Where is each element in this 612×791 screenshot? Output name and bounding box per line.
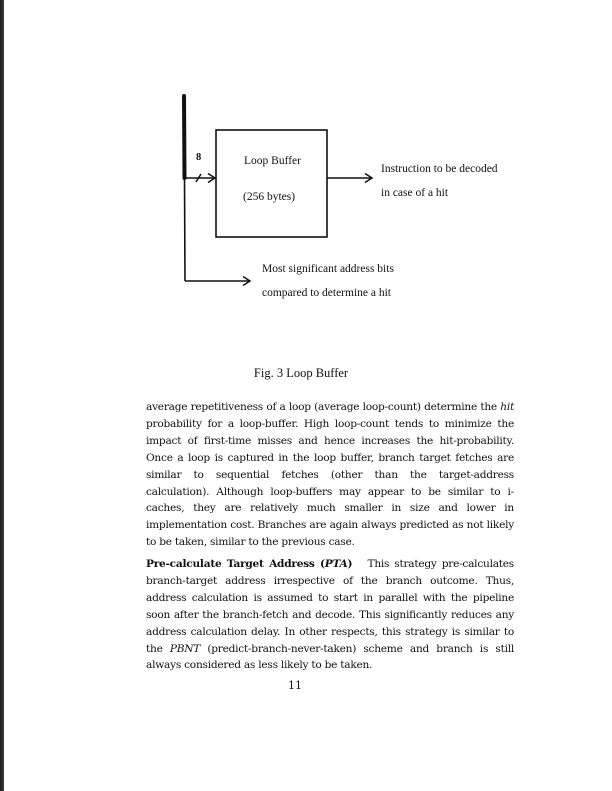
output-label-line2: in case of a hit — [381, 187, 449, 199]
paragraph-loop-buffer — [146, 399, 514, 551]
figure-caption-text: Fig. 3 Loop Buffer — [253, 366, 349, 380]
paragraph2-text-b: (predict-branch-never-taken) scheme and branch is still always considered as less likely to be taken. — [146, 642, 514, 672]
loop-buffer-figure — [0, 0, 612, 340]
paragraph1-hit-term: hit — [500, 401, 514, 413]
paragraph1-text-a: average repetitiveness of a loop (average loop-count) determine the — [146, 401, 501, 413]
pta-heading-text: Pre-calculate Target Address ( — [146, 558, 325, 570]
paragraph2-text-a: This strategy pre-calculates branch-target address irrespective of the branch outcome. Thus, address calculation is assumed to start in parallel with the pipeline soon after the branch-fetch and decode. This significantly reduces any address calculation delay. In other respects, this strategy is similar to the — [146, 558, 514, 655]
output-label-line1: Instruction to be decoded — [381, 163, 498, 175]
pta-heading — [146, 558, 352, 570]
pbnt-term: PBNT — [169, 642, 201, 655]
loop-buffer-box — [216, 130, 327, 237]
msb-label-line1: Most significant address bits — [262, 263, 394, 275]
pta-heading-close: ) — [347, 558, 353, 570]
box-label-size: (256 bytes) — [243, 191, 296, 203]
paragraph1-text-b: probability for a loop-buffer. High loop-count tends to minimize the impact of first-time misses and hence increases the hit-probability. Once a loop is captured in the loop buffer, branch target fetches are similar to sequential fetches (other than the target-address calculation). Although loop-buffers may appear to be similar to i-caches, they are relatively much smaller in size and lower in implementation cost. Branches are again always predicted as not likely to be taken, similar to the previous case. — [146, 417, 514, 549]
msb-label-line2: compared to determine a hit — [262, 287, 392, 299]
box-label-title: Loop Buffer — [244, 155, 301, 167]
figure-caption — [0, 366, 612, 381]
bus-width-label: 8 — [196, 152, 202, 163]
page-number — [0, 679, 612, 692]
pta-abbrev: PTA — [324, 558, 348, 570]
paragraph-pta — [146, 556, 514, 674]
page-number-text: 11 — [288, 679, 302, 692]
